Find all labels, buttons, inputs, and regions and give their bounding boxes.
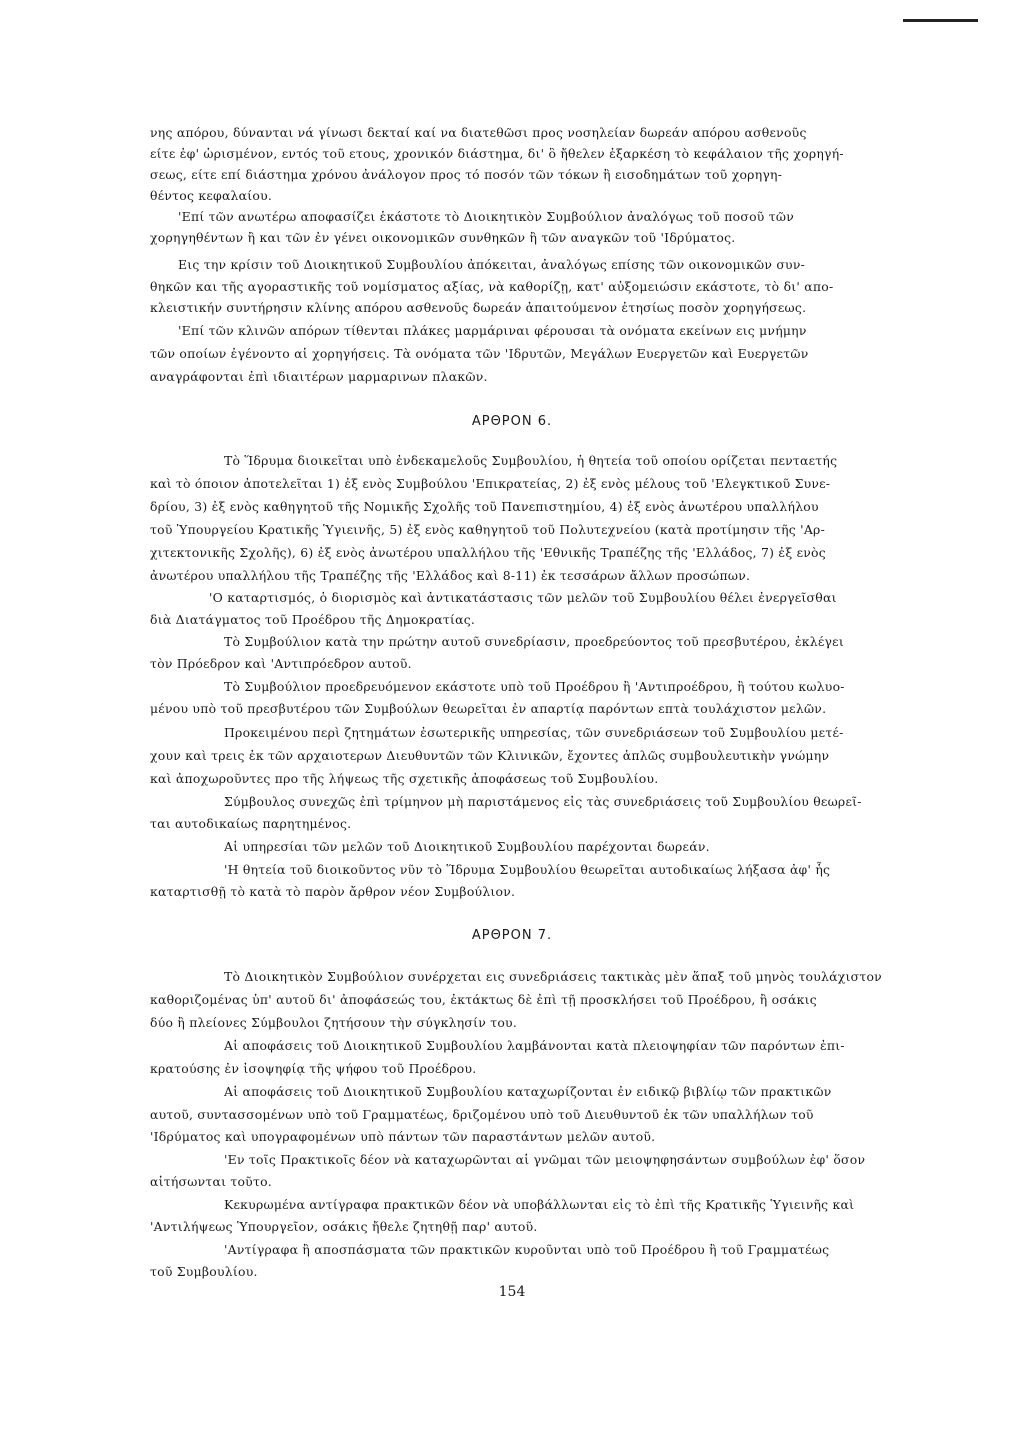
article-7-heading: ΑΡΘΡΟΝ 7. <box>471 928 553 943</box>
text-line: χορηγηθέντων ἢ και τῶν ἐν γένει οικονομικῶν συνθηκῶν ἢ τῶν αναγκῶν τοῦ 'Ιδρύματος. <box>150 230 736 245</box>
text-line: δρίου, 3) ἐξ ενὸς καθηγητοῦ τῆς Νομικῆς Σχολῆς τοῦ Πανεπιστημίου, 4) ἐξ ενὸς ἀνωτέρου υπαλλήλου <box>150 499 819 514</box>
text-line: αἰτήσωνται τοῦτο. <box>150 1174 272 1189</box>
text-line: τοῦ Συμβουλίου. <box>150 1264 258 1279</box>
text-line: Κεκυρωμένα αντίγραφα πρακτικῶν δέον νὰ υποβάλλωνται εἰς τὸ ἐπὶ τῆς Κρατικῆς Ὑγιεινῆς καὶ <box>224 1197 855 1212</box>
text-line: χουν καὶ τρεις ἐκ τῶν αρχαιοτερων Διευθυντῶν τῶν Κλινικῶν, ἔχοντες ἁπλῶς συμβουλευτικὴν γνώμην <box>150 748 830 763</box>
text-line: Τὸ Ἵδρυμα διοικεῖται υπὸ ἐνδεκαμελοῦς Συμβουλίου, ἡ θητεία τοῦ οποίου ορίζεται πενταετής <box>224 453 838 468</box>
page-number: 154 <box>498 1284 526 1300</box>
text-line: κρατούσης ἐν ἰσοψηφίᾳ τῆς ψήφου τοῦ Προέδρου. <box>150 1061 477 1076</box>
text-line: διὰ Διατάγματος τοῦ Προέδρου τῆς Δημοκρατίας. <box>150 612 476 627</box>
text-line: τοῦ Ὑπουργείου Κρατικῆς Ὑγιεινῆς, 5) ἐξ ενὸς καθηγητοῦ τοῦ Πολυτεχνείου (κατὰ προτίμησιν τῆς 'Αρ- <box>150 522 826 537</box>
text-line: θέντος κεφαλαίου. <box>150 188 273 203</box>
text-line: ται αυτοδικαίως παρητημένος. <box>150 816 352 831</box>
text-line: Τὸ Διοικητικὸν Συμβούλιον συνέρχεται εις συνεδριάσεις τακτικὰς μὲν ἅπαξ τοῦ μηνὸς τουλάχιστον <box>224 969 882 984</box>
article-6-heading: ΑΡΘΡΟΝ 6. <box>471 414 553 429</box>
text-line: καταρτισθῇ τὸ κατὰ τὸ παρὸν ἄρθρον νέον Συμβούλιον. <box>150 884 516 899</box>
text-line: Αἱ αποφάσεις τοῦ Διοικητικοῦ Συμβουλίου λαμβάνονται κατὰ πλειοψηφίαν τῶν παρόντων ἐπι- <box>224 1038 845 1053</box>
text-line: 'Ο καταρτισμός, ὁ διορισμὸς καὶ ἀντικατάστασις τῶν μελῶν τοῦ Συμβουλίου θέλει ἐνεργεῖσθαι <box>209 590 837 605</box>
text-line: σεως, είτε επί διάστημα χρόνου ἀνάλογον προς τό ποσόν τῶν τόκων ἢ εισοδημάτων τοῦ χορηγη- <box>150 167 783 182</box>
text-line: Αἱ αποφάσεις τοῦ Διοικητικοῦ Συμβουλίου καταχωρίζονται ἐν ειδικῷ βιβλίῳ τῶν πρακτικῶν <box>224 1084 832 1099</box>
text-line: θηκῶν και τῆς αγοραστικῆς τοῦ νομίσματος αξίας, νὰ καθορίζῃ, κατ' αὐξομειώσιν εκάστοτε, τὸ δι' απο- <box>150 279 834 294</box>
text-line: Τὸ Συμβούλιον προεδρευόμενον εκάστοτε υπὸ τοῦ Προέδρου ἢ 'Αντιπροέδρου, ἢ τούτου κωλυο- <box>224 679 845 694</box>
text-line: δύο ἢ πλείονες Σύμβουλοι ζητήσουν τὴν σύγκλησίν του. <box>150 1015 518 1030</box>
text-line: 'Αντίγραφα ἢ αποσπάσματα τῶν πρακτικῶν κυροῦνται υπὸ τοῦ Προέδρου ἢ τοῦ Γραμματέως <box>224 1242 830 1257</box>
text-line: ἀνωτέρου υπαλλήλου τῆς Τραπέζης τῆς 'Ελλάδος καὶ 8-11) ἐκ τεσσάρων ἄλλων προσώπων. <box>150 568 751 583</box>
text-line: Αἱ υπηρεσίαι τῶν μελῶν τοῦ Διοικητικοῦ Συμβουλίου παρέχονται δωρεάν. <box>224 839 710 854</box>
text-line: 'Εν τοῖς Πρακτικοῖς δέον νὰ καταχωρῶνται αἱ γνῶμαι τῶν μειοψηφησάντων συμβούλων ἐφ' ὅσον <box>224 1152 866 1167</box>
text-line: 'Επί τῶν ανωτέρω αποφασίζει ἑκάστοτε τὸ Διοικητικὸν Συμβούλιον ἀναλόγως τοῦ ποσοῦ τῶν <box>178 209 794 224</box>
text-line: 'Η θητεία τοῦ διοικοῦντος νῦν τὸ Ἵδρυμα Συμβουλίου θεωρεῖται αυτοδικαίως λήξασα ἀφ' ἧς <box>224 862 831 877</box>
text-line: Εις την κρίσιν τοῦ Διοικητικοῦ Συμβουλίου ἀπόκειται, ἀναλόγως επίσης τῶν οικονομικῶν συν- <box>178 257 806 272</box>
text-line: αυτοῦ, συντασσομένων υπὸ τοῦ Γραμματέως, δριζομένου υπὸ τοῦ Διευθυντοῦ ἐκ τῶν υπαλλήλων τοῦ <box>150 1107 814 1122</box>
text-line: τὸν Πρόεδρον καὶ 'Αντιπρόεδρον αυτοῦ. <box>150 656 412 671</box>
text-line: μένου υπὸ τοῦ πρεσβυτέρου τῶν Συμβούλων θεωρεῖται ἐν απαρτίᾳ παρόντων επτὰ τουλάχιστον μελῶν. <box>150 701 827 716</box>
text-line: Προκειμένου περὶ ζητημάτων ἐσωτερικῆς υπηρεσίας, τῶν συνεδριάσεων τοῦ Συμβουλίου μετέ- <box>224 725 844 740</box>
text-line: 'Αντιλήψεως Ὑπουργεῖον, οσάκις ἤθελε ζητηθῇ παρ' αυτοῦ. <box>150 1219 538 1234</box>
text-line: νης απόρου, δύνανται νά γίνωσι δεκταί καί να διατεθῶσι προς νοσηλείαν δωρεάν απόρου ασθενοῦς <box>150 125 807 140</box>
text-line: 'Ιδρύματος καὶ υπογραφομένων υπὸ πάντων τῶν παραστάντων μελῶν αυτοῦ. <box>150 1129 656 1144</box>
text-line: Τὸ Συμβούλιον κατὰ την πρώτην αυτοῦ συνεδρίασιν, προεδρεύοντος τοῦ πρεσβυτέρου, ἐκλέγει <box>224 634 844 649</box>
text-line: είτε ἐφ' ὡρισμένον, εντός τοῦ ετους, χρονικόν διάστημα, δι' ὃ ἤθελεν ἐξαρκέση τὸ κεφάλαιον τῆς χορηγή- <box>150 146 844 161</box>
text-line: τῶν οποίων ἐγένοντο αἱ χορηγήσεις. Τὰ ονόματα τῶν 'Ιδρυτῶν, Μεγάλων Ευεργετῶν καὶ Ευεργετῶν <box>150 346 809 361</box>
text-line: χιτεκτονικῆς Σχολῆς), 6) ἐξ ενὸς ἀνωτέρου υπαλλήλου τῆς 'Εθνικῆς Τραπέζης τῆς 'Ελλάδος, 7) ἐξ ενὸς <box>150 545 826 560</box>
text-line: Σύμβουλος συνεχῶς ἐπὶ τρίμηνον μὴ παριστάμενος εἰς τὰς συνεδριάσεις τοῦ Συμβουλίου θεωρεῖ- <box>224 794 862 809</box>
text-line: καὶ τὸ όποιον ἀποτελεῖται 1) ἐξ ενὸς Συμβούλου 'Επικρατείας, 2) ἐξ ενὸς μέλους τοῦ 'Ελεγκτικοῦ Συνε- <box>150 476 831 491</box>
text-line: καθοριζομένας ὑπ' αυτοῦ δι' ἀποφάσεώς του, ἐκτάκτως δὲ ἐπὶ τῇ προσκλήσει τοῦ Προέδρου, ἢ οσάκις <box>150 992 817 1007</box>
text-line: κλειστικήν συντήρησιν κλίνης απόρου ασθενοῦς δωρεάν ἀπαιτούμενον ἐτησίως ποσὸν χορηγήσεως. <box>150 300 807 315</box>
text-line: 'Επί τῶν κλινῶν απόρων τίθενται πλάκες μαρμάριναι φέρουσαι τὰ ονόματα εκείνων εις μνήμην <box>178 323 807 338</box>
text-line: καὶ ἀποχωροῦντες προ τῆς λήψεως τῆς σχετικῆς ἀποφάσεως τοῦ Συμβουλίου. <box>150 771 659 786</box>
text-line: αναγράφονται ἐπὶ ιδιαιτέρων μαρμαρινων πλακῶν. <box>150 369 488 384</box>
